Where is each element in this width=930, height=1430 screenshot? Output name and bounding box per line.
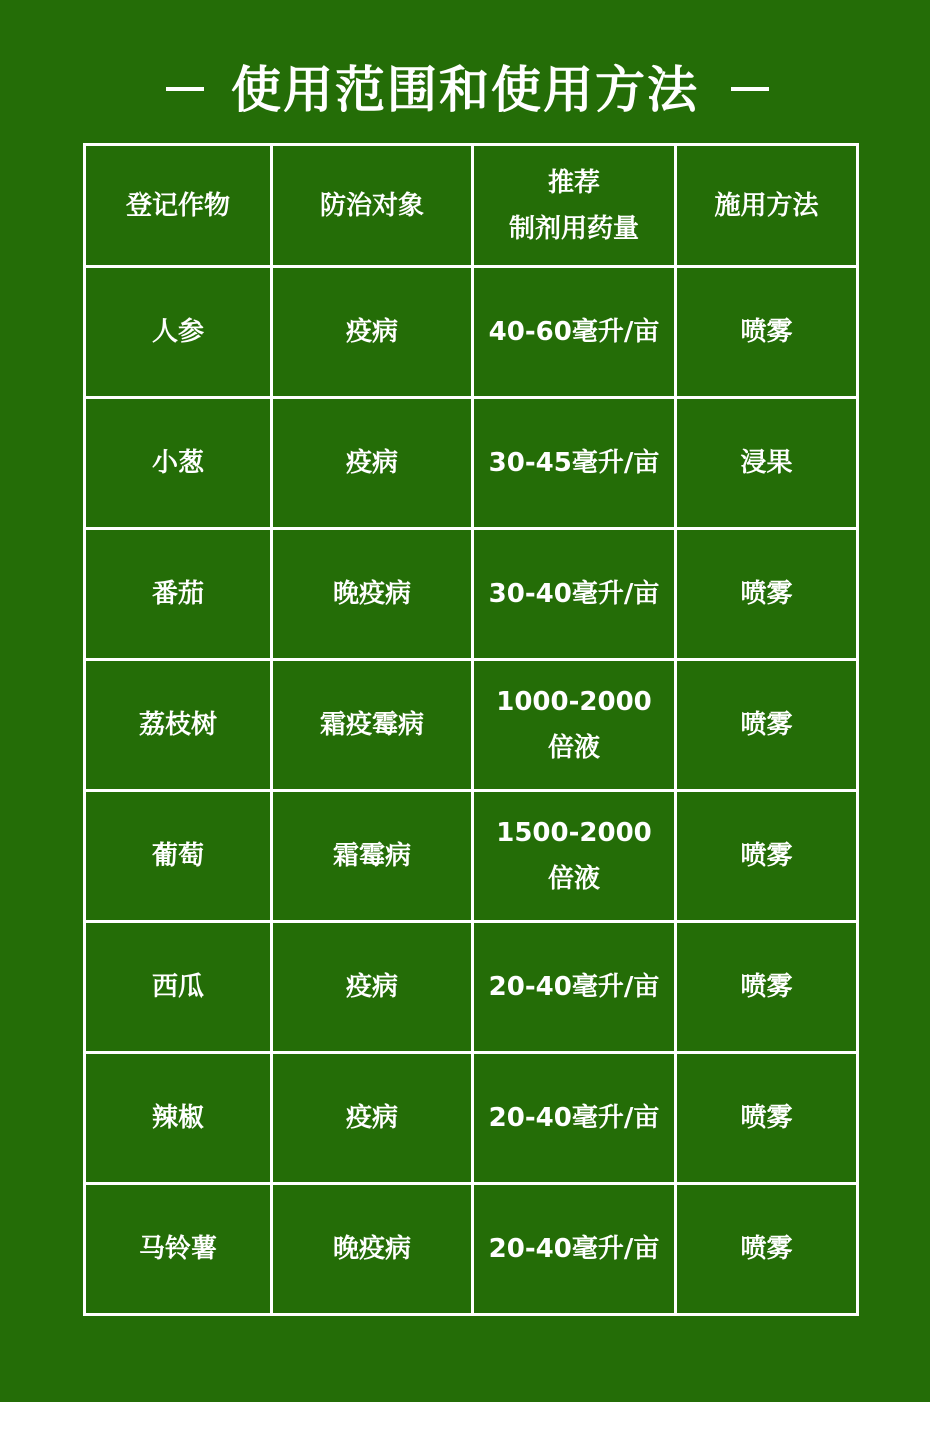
table-row: [85, 529, 858, 660]
cell-target: 疫病: [272, 398, 473, 529]
table-row: [85, 398, 858, 529]
cell-target: 疫病: [272, 922, 473, 1053]
header-method: 施用方法: [676, 145, 858, 267]
header-dosage: [473, 145, 676, 267]
cell-line: 制剂用药量: [508, 213, 639, 244]
table-body: [85, 267, 858, 1315]
cell-target: 晚疫病: [272, 529, 473, 660]
cell-dosage: [473, 791, 676, 922]
page-title: 使用范围和使用方法: [231, 61, 699, 119]
cell-line: 20-40毫升/亩: [488, 1103, 660, 1133]
cell-line: 30-45毫升/亩: [488, 448, 660, 478]
cell-crop: 番茄: [85, 529, 272, 660]
table-row: [85, 922, 858, 1053]
cell-line: 30-40毫升/亩: [488, 579, 660, 609]
table-row: [85, 267, 858, 398]
usage-table: [83, 143, 859, 1316]
cell-method: 喷雾: [676, 267, 858, 398]
cell-crop: 马铃薯: [85, 1184, 272, 1315]
cell-dosage: [473, 922, 676, 1053]
cell-crop: 人参: [85, 267, 272, 398]
cell-method: 浸果: [676, 398, 858, 529]
cell-dosage: [473, 529, 676, 660]
cell-crop: 葡萄: [85, 791, 272, 922]
cell-line: 20-40毫升/亩: [488, 1234, 660, 1264]
cell-line: 倍液: [547, 733, 600, 763]
title-dash-right: [731, 87, 769, 91]
cell-target: 霜霉病: [272, 791, 473, 922]
table-row: [85, 791, 858, 922]
cell-method: 喷雾: [676, 791, 858, 922]
cell-crop: 小葱: [85, 398, 272, 529]
cell-dosage: [473, 398, 676, 529]
cell-crop: 辣椒: [85, 1053, 272, 1184]
cell-dosage: [473, 1053, 676, 1184]
title-dash-left: [166, 87, 204, 91]
cell-line: 1500-2000: [496, 818, 652, 848]
cell-line: 20-40毫升/亩: [488, 972, 660, 1002]
header-crop: 登记作物: [85, 145, 272, 267]
cell-method: 喷雾: [676, 529, 858, 660]
table-row: [85, 660, 858, 791]
cell-line: 40-60毫升/亩: [488, 317, 660, 347]
title-bar: [0, 52, 930, 128]
cell-dosage: [473, 267, 676, 398]
cell-method: 喷雾: [676, 922, 858, 1053]
cell-line: 1000-2000: [496, 687, 652, 717]
cell-dosage: [473, 660, 676, 791]
header-target: 防治对象: [272, 145, 473, 267]
cell-crop: 荔枝树: [85, 660, 272, 791]
cell-target: 霜疫霉病: [272, 660, 473, 791]
cell-method: 喷雾: [676, 1184, 858, 1315]
cell-method: 喷雾: [676, 1053, 858, 1184]
cell-method: 喷雾: [676, 660, 858, 791]
cell-dosage: [473, 1184, 676, 1315]
cell-line: 推荐: [547, 167, 600, 198]
cell-line: 倍液: [547, 864, 600, 894]
table-row: [85, 1184, 858, 1315]
cell-target: 疫病: [272, 267, 473, 398]
table-header-row: [85, 145, 858, 267]
table-row: [85, 1053, 858, 1184]
cell-target: 疫病: [272, 1053, 473, 1184]
cell-target: 晚疫病: [272, 1184, 473, 1315]
cell-crop: 西瓜: [85, 922, 272, 1053]
